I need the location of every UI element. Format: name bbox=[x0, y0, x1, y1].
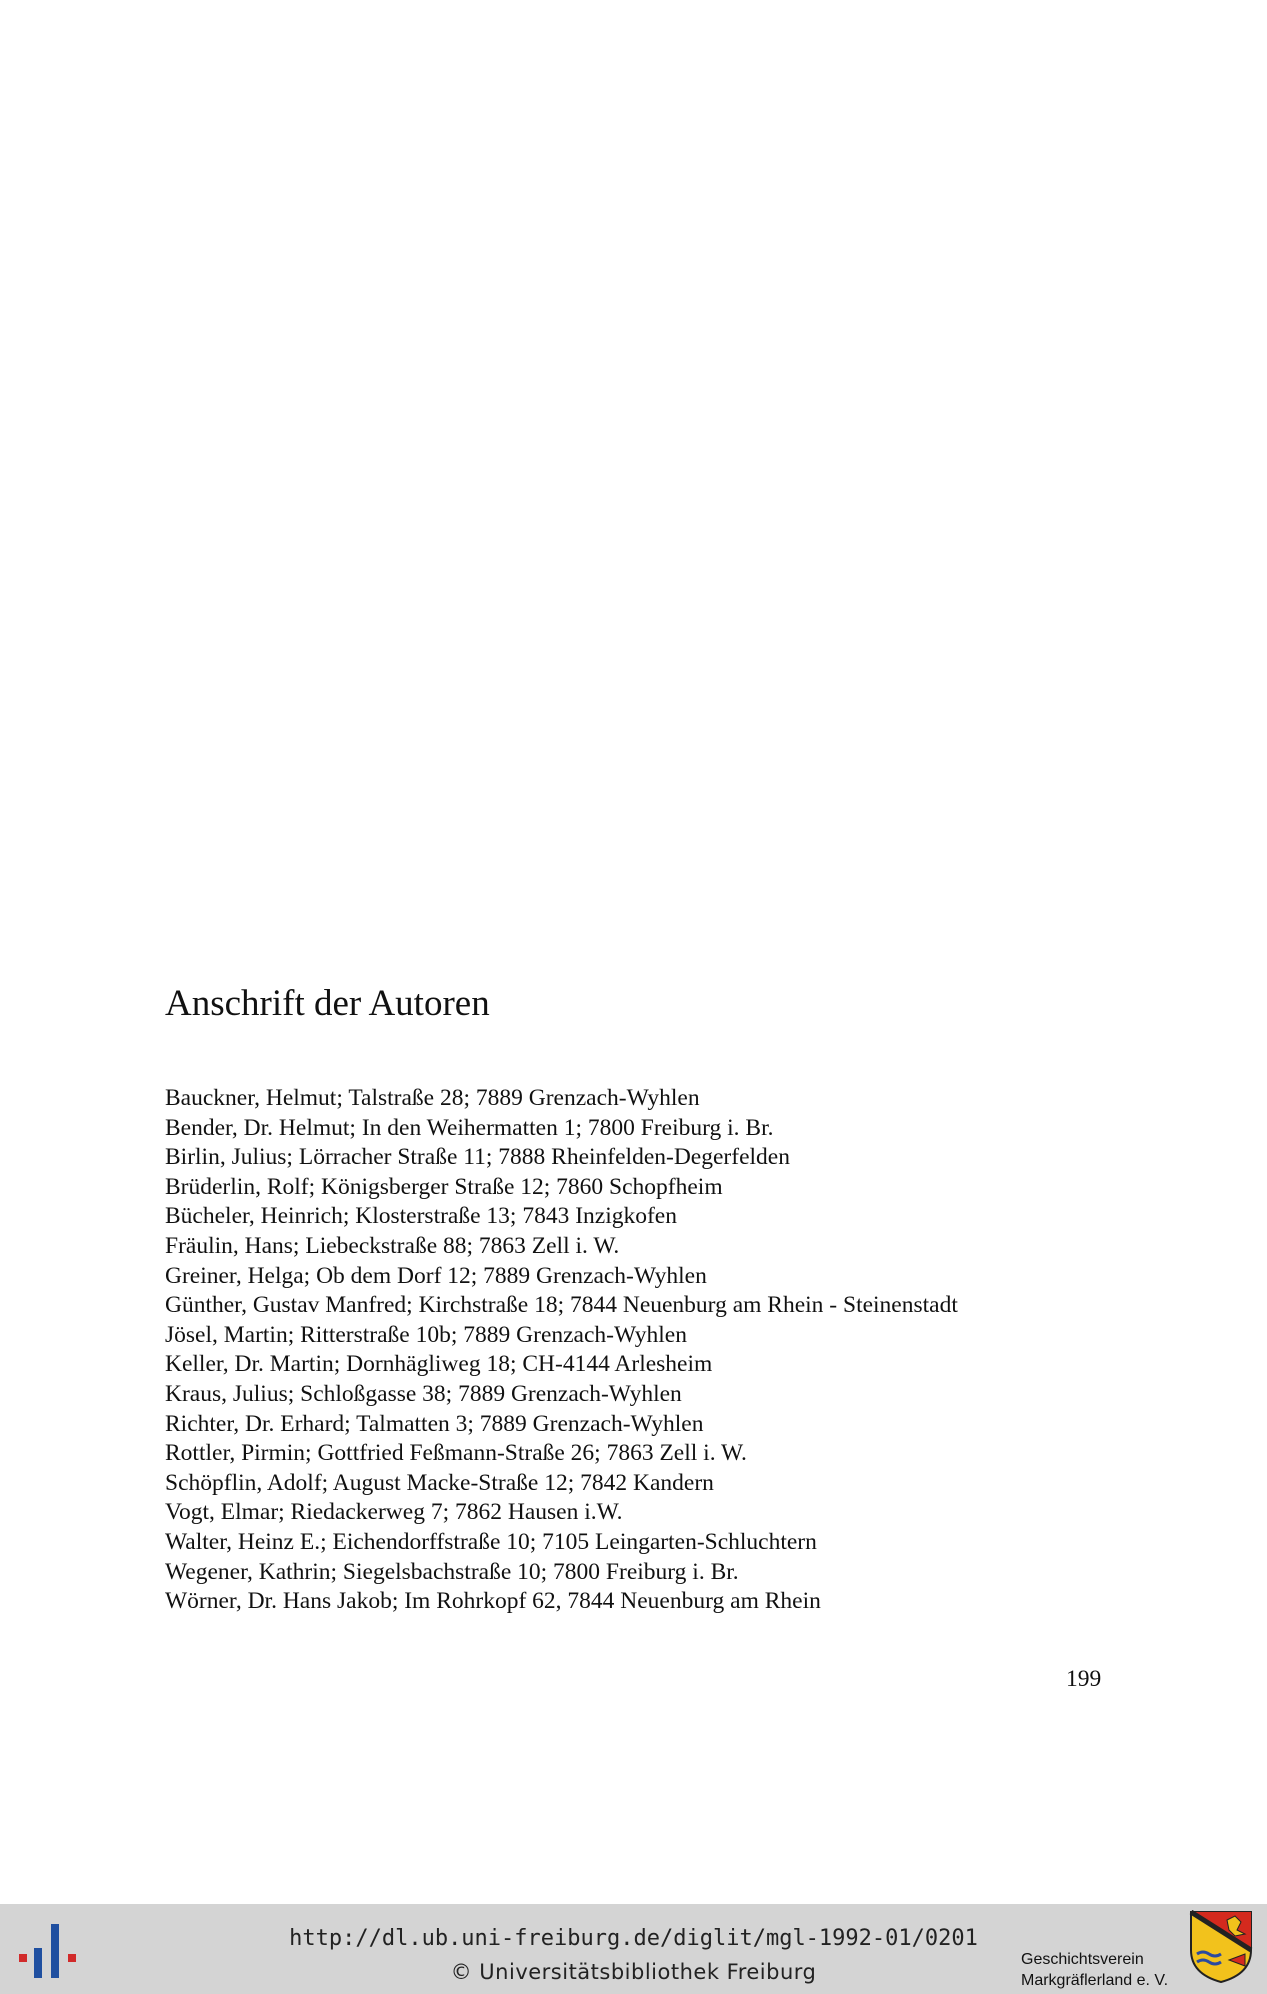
page-title: Anschrift der Autoren bbox=[165, 983, 490, 1024]
list-item: Richter, Dr. Erhard; Talmatten 3; 7889 Grenzach-Wyhlen bbox=[165, 1410, 704, 1437]
list-item: Bauckner, Helmut; Talstraße 28; 7889 Grenzach-Wyhlen bbox=[165, 1085, 700, 1111]
list-item: Wegener, Kathrin; Siegelsbachstraße 10; 7800 Freiburg i. Br. bbox=[165, 1558, 739, 1585]
list-item: Günther, Gustav Manfred; Kirchstraße 18; 7844 Neuenburg am Rhein - Steinenstadt bbox=[165, 1292, 958, 1319]
page-number: 199 bbox=[1066, 1666, 1102, 1692]
list-item: Jösel, Martin; Ritterstraße 10b; 7889 Grenzach-Wyhlen bbox=[165, 1321, 687, 1348]
society-name bbox=[1021, 1949, 1168, 1991]
list-item: Schöpflin, Adolf; August Macke-Straße 12; 7842 Kandern bbox=[165, 1469, 714, 1496]
list-item: Wörner, Dr. Hans Jakob; Im Rohrkopf 62, 7844 Neuenburg am Rhein bbox=[165, 1588, 821, 1615]
society-name-line: Geschichtsverein bbox=[1021, 1951, 1144, 1968]
list-item: Vogt, Elmar; Riedackerweg 7; 7862 Hausen i.W. bbox=[165, 1499, 623, 1526]
author-list bbox=[165, 1084, 958, 1617]
list-item: Fräulin, Hans; Liebeckstraße 88; 7863 Zell i. W. bbox=[165, 1232, 620, 1259]
list-item: Bender, Dr. Helmut; In den Weihermatten 1; 7800 Freiburg i. Br. bbox=[165, 1114, 774, 1141]
society-name-line: Markgräflerland e. V. bbox=[1021, 1972, 1169, 1989]
document-url-link[interactable]: http://dl.ub.uni-freiburg.de/diglit/mgl-1992-01/0201 bbox=[289, 1926, 978, 1951]
list-item: Walter, Heinz E.; Eichendorffstraße 10; 7105 Leingarten-Schluchtern bbox=[165, 1528, 817, 1555]
list-item: Birlin, Julius; Lörracher Straße 11; 7888 Rheinfelden-Degerfelden bbox=[165, 1144, 790, 1171]
list-item: Bücheler, Heinrich; Klosterstraße 13; 7843 Inzigkofen bbox=[165, 1203, 677, 1230]
copyright-notice: © Universitätsbibliothek Freiburg bbox=[450, 1960, 817, 1984]
list-item: Keller, Dr. Martin; Dornhägliweg 18; CH-4144 Arlesheim bbox=[165, 1351, 713, 1378]
footer-bar bbox=[0, 1904, 1267, 1994]
list-item: Greiner, Helga; Ob dem Dorf 12; 7889 Grenzach-Wyhlen bbox=[165, 1262, 707, 1289]
coat-of-arms-icon bbox=[1189, 1910, 1253, 1984]
list-item: Rottler, Pirmin; Gottfried Feßmann-Straße 26; 7863 Zell i. W. bbox=[165, 1440, 747, 1467]
list-item: Kraus, Julius; Schloßgasse 38; 7889 Grenzach-Wyhlen bbox=[165, 1380, 682, 1407]
list-item: Brüderlin, Rolf; Königsberger Straße 12; 7860 Schopfheim bbox=[165, 1173, 723, 1200]
